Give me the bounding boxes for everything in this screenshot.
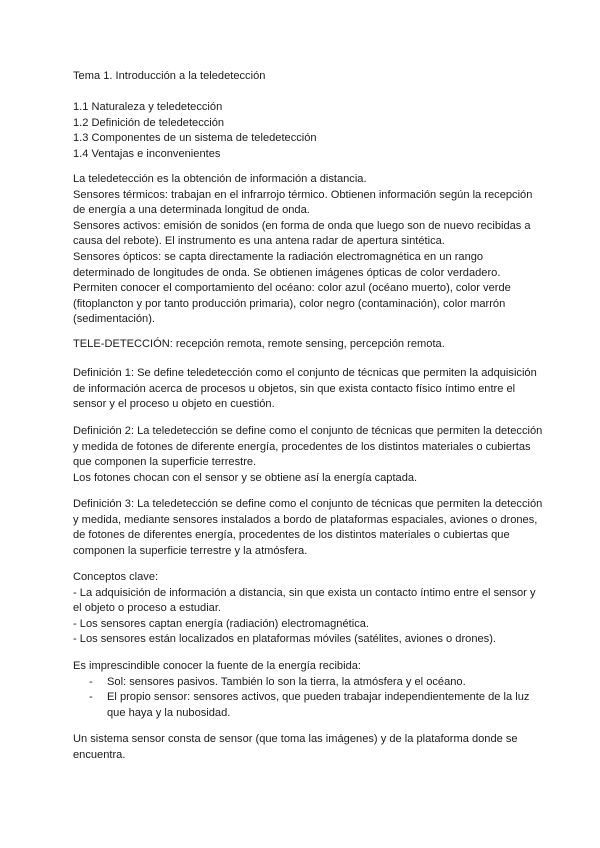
definition-3 <box>73 497 543 559</box>
energy-source-item <box>73 690 543 721</box>
energy-source-item-text: Sol: sensores pasivos. También lo son la tierra, la atmósfera y el océano. <box>107 675 466 688</box>
energy-source-item <box>73 675 543 691</box>
intro-section <box>73 172 543 328</box>
energy-source-item-text: El propio sensor: sensores activos, que pueden trabajar independientemente de la luz que haya y la nubosidad. <box>107 691 530 719</box>
energy-source-section <box>73 659 543 721</box>
key-concepts-section <box>73 570 543 648</box>
definition-2 <box>73 424 543 486</box>
toc-item: 1.3 Componentes de un sistema de teledetección <box>73 132 317 145</box>
definition-3-text: Definición 3: La teledetección se define como el conjunto de técnicas que permiten la detección y medida, mediante sensores instalados a bordo de plataformas espaciales, aviones o drones, de fotones de diferentes energía, procedentes de los distintos materiales o cubiertas que componen la superficie terrestre y la atmósfera. <box>73 498 543 557</box>
intro-paragraph: Sensores térmicos: trabajan en el infrarrojo térmico. Obtienen información según la recepción de energía a una determinada longitud de onda. <box>73 188 533 217</box>
toc-item: 1.4 Ventajas e inconvenientes <box>73 147 221 160</box>
intro-paragraph: La teledetección es la obtención de información a distancia. <box>73 173 367 185</box>
table-of-contents <box>73 100 543 162</box>
definition-2-note: Los fotones chocan con el sensor y se obtiene así la energía captada. <box>73 471 418 484</box>
tele-section <box>73 337 543 353</box>
key-concept-item: - Los sensores captan energía (radiación) electromagnética. <box>73 617 369 630</box>
key-concept-item: - Los sensores están localizados en plataformas móviles (satélites, aviones o drones). <box>73 633 497 646</box>
key-concept-item: - La adquisición de información a distancia, sin que exista un contacto íntimo entre el sensor y el objeto o proceso a estudiar. <box>73 586 536 615</box>
definition-1-text: Definición 1: Se define teledetección como el conjunto de técnicas que permiten la adquisición de información acerca de procesos u objetos, sin que exista contacto físico íntimo entre el sensor y el proceso u objeto en cuestión. <box>73 367 537 411</box>
definition-2-text: Definición 2: La teledetección se define como el conjunto de técnicas que permiten la detección y medida de fotones de diferente energía, procedentes de los distintos materiales o cubiertas que componen la superficie terrestre. <box>73 425 543 469</box>
sensor-system-section <box>73 732 543 763</box>
list-dash: - <box>89 675 93 688</box>
sensor-system-text: Un sistema sensor consta de sensor (que toma las imágenes) y de la plataforma donde se encuentra. <box>73 733 518 761</box>
definition-1 <box>73 366 543 413</box>
list-dash: - <box>89 691 93 704</box>
intro-paragraph: Sensores ópticos: se capta directamente la radiación electromagnética en un rango determinado de longitudes de onda. Se obtienen imágenes ópticas de color verdadero. Permiten conocer el comportamiento del océano: color azul (océano muerto), color verde (fitoplancton y por tanto producción primaria), color negro (contaminación), color marrón (sedimentación). <box>73 250 511 326</box>
document-title-block <box>73 69 543 85</box>
key-concepts-title: Conceptos clave: <box>73 571 159 583</box>
tele-paragraph: TELE-DETECCIÓN: recepción remota, remote sensing, percepción remota. <box>73 338 445 350</box>
toc-item: 1.1 Naturaleza y teledetección <box>73 101 223 113</box>
toc-item: 1.2 Definición de teledetección <box>73 116 225 129</box>
document-title: Tema 1. Introducción a la teledetección <box>73 70 266 82</box>
energy-source-title: Es imprescindible conocer la fuente de la energía recibida: <box>73 660 361 672</box>
intro-paragraph: Sensores activos: emisión de sonidos (en forma de onda que luego son de nuevo recibidas a causa del rebote). El instrumento es una antena radar de apertura sintética. <box>73 219 531 248</box>
